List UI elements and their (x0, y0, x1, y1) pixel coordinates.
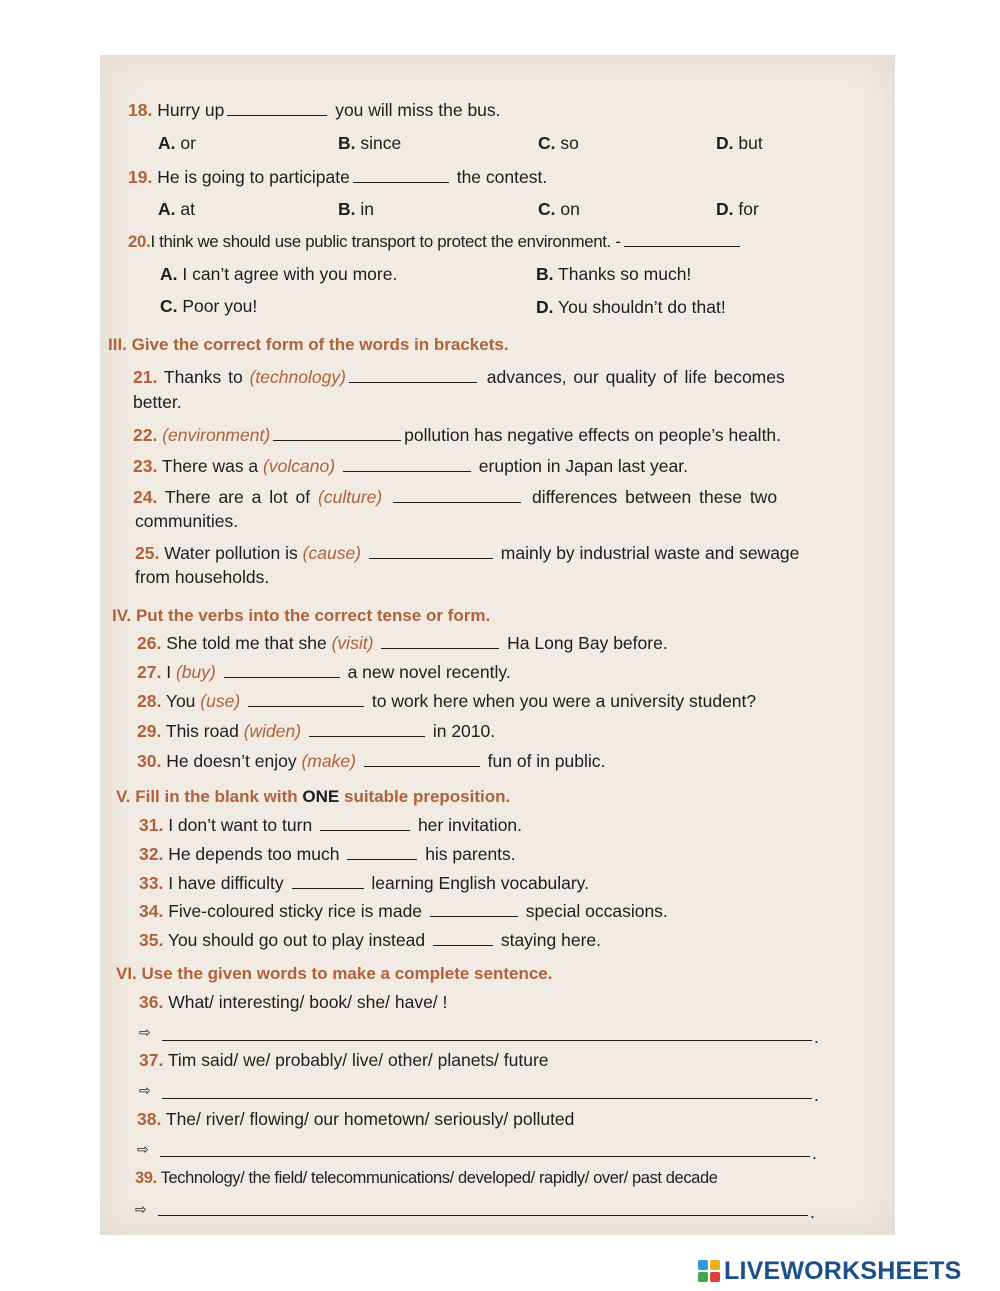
question-21-continued: better. (133, 392, 182, 412)
answer-blank[interactable] (353, 168, 449, 183)
option-b[interactable]: B. in (338, 199, 374, 219)
answer-line-39[interactable] (158, 1215, 808, 1216)
option-a[interactable]: A. at (158, 199, 195, 219)
question-18: 18. Hurry up you will miss the bus. (128, 100, 501, 120)
answer-blank[interactable] (343, 457, 471, 472)
option-d[interactable]: D. for (716, 199, 759, 219)
question-29: 29. This road (widen) in 2010. (137, 721, 496, 741)
question-19: 19. He is going to participate the contest. (128, 167, 548, 187)
option-d[interactable]: D. You shouldn’t do that! (536, 297, 726, 317)
question-25-continued: from households. (135, 567, 270, 587)
answer-blank[interactable] (349, 368, 477, 383)
question-24: 24. There are a lot of (culture) differences between these two (133, 487, 778, 507)
answer-blank[interactable] (381, 634, 499, 649)
question-32: 32. He depends too much his parents. (139, 844, 516, 864)
question-24-continued: communities. (135, 511, 239, 531)
question-21: 21. Thanks to (technology) advances, our quality of life becomes (133, 367, 785, 387)
period: . (812, 1143, 817, 1163)
question-22: 22. (environment) pollution has negative effects on people’s health. (133, 425, 782, 445)
question-31: 31. I don’t want to turn her invitation. (139, 815, 523, 835)
answer-blank[interactable] (347, 845, 417, 860)
question-26: 26. She told me that she (visit) Ha Long Bay before. (137, 633, 668, 653)
question-20: 20.I think we should use public transport to protect the environment. - (128, 231, 743, 253)
answer-blank[interactable] (227, 101, 327, 116)
period: . (814, 1085, 819, 1105)
answer-blank[interactable] (433, 931, 493, 946)
answer-blank[interactable] (430, 902, 518, 917)
answer-blank[interactable] (273, 426, 401, 441)
answer-blank[interactable] (248, 692, 364, 707)
answer-blank[interactable] (309, 722, 425, 737)
arrow-right-icon: ⇨ (135, 1201, 147, 1217)
option-a[interactable]: A. I can’t agree with you more. (160, 264, 398, 284)
question-39: 39. Technology/ the field/ telecommunications/ developed/ rapidly/ over/ past decade (135, 1169, 718, 1187)
question-35: 35. You should go out to play instead staying here. (139, 930, 602, 950)
arrow-right-icon: ⇨ (137, 1141, 149, 1157)
liveworksheets-logo-icon (698, 1260, 720, 1282)
answer-line-36[interactable] (162, 1040, 812, 1041)
question-38: 38. The/ river/ flowing/ our hometown/ seriously/ polluted (137, 1109, 575, 1129)
section-heading-iv: IV. Put the verbs into the correct tense or form. (112, 606, 491, 625)
liveworksheets-logo[interactable] (698, 1256, 962, 1286)
option-b[interactable]: B. since (338, 133, 402, 153)
answer-line-38[interactable] (160, 1156, 810, 1157)
option-a[interactable]: A. or (158, 133, 196, 153)
period: . (810, 1202, 815, 1222)
question-30: 30. He doesn’t enjoy (make) fun of in public. (137, 751, 606, 771)
question-34: 34. Five-coloured sticky rice is made special occasions. (139, 901, 668, 921)
answer-blank[interactable] (369, 544, 493, 559)
option-b[interactable]: B. Thanks so much! (536, 264, 692, 284)
logo-text: LIVEWORKSHEETS (724, 1256, 962, 1285)
section-heading-vi: VI. Use the given words to make a complete sentence. (116, 964, 553, 983)
option-c[interactable]: C. Poor you! (160, 296, 258, 316)
section-heading-v: V. Fill in the blank with ONE suitable preposition. (116, 787, 511, 806)
question-23: 23. There was a (volcano) eruption in Japan last year. (133, 456, 688, 476)
period: . (814, 1027, 819, 1047)
answer-line-37[interactable] (162, 1098, 812, 1099)
option-d[interactable]: D. but (716, 133, 763, 153)
question-28: 28. You (use) to work here when you were a university student? (137, 691, 757, 711)
question-33: 33. I have difficulty learning English vocabulary. (139, 873, 589, 893)
arrow-right-icon: ⇨ (139, 1024, 151, 1040)
section-heading-iii: III. Give the correct form of the words in brackets. (108, 335, 509, 354)
question-27: 27. I (buy) a new novel recently. (137, 662, 511, 682)
answer-blank[interactable] (320, 816, 410, 831)
answer-blank[interactable] (624, 232, 740, 247)
question-25: 25. Water pollution is (cause) mainly by industrial waste and sewage (135, 543, 800, 563)
answer-blank[interactable] (292, 874, 364, 889)
option-c[interactable]: C. on (538, 199, 580, 219)
answer-blank[interactable] (224, 663, 340, 678)
question-37: 37. Tim said/ we/ probably/ live/ other/ planets/ future (139, 1050, 549, 1070)
answer-blank[interactable] (364, 752, 480, 767)
arrow-right-icon: ⇨ (139, 1082, 151, 1098)
option-c[interactable]: C. so (538, 133, 579, 153)
answer-blank[interactable] (393, 488, 521, 503)
question-36: 36. What/ interesting/ book/ she/ have/ ! (139, 992, 448, 1012)
